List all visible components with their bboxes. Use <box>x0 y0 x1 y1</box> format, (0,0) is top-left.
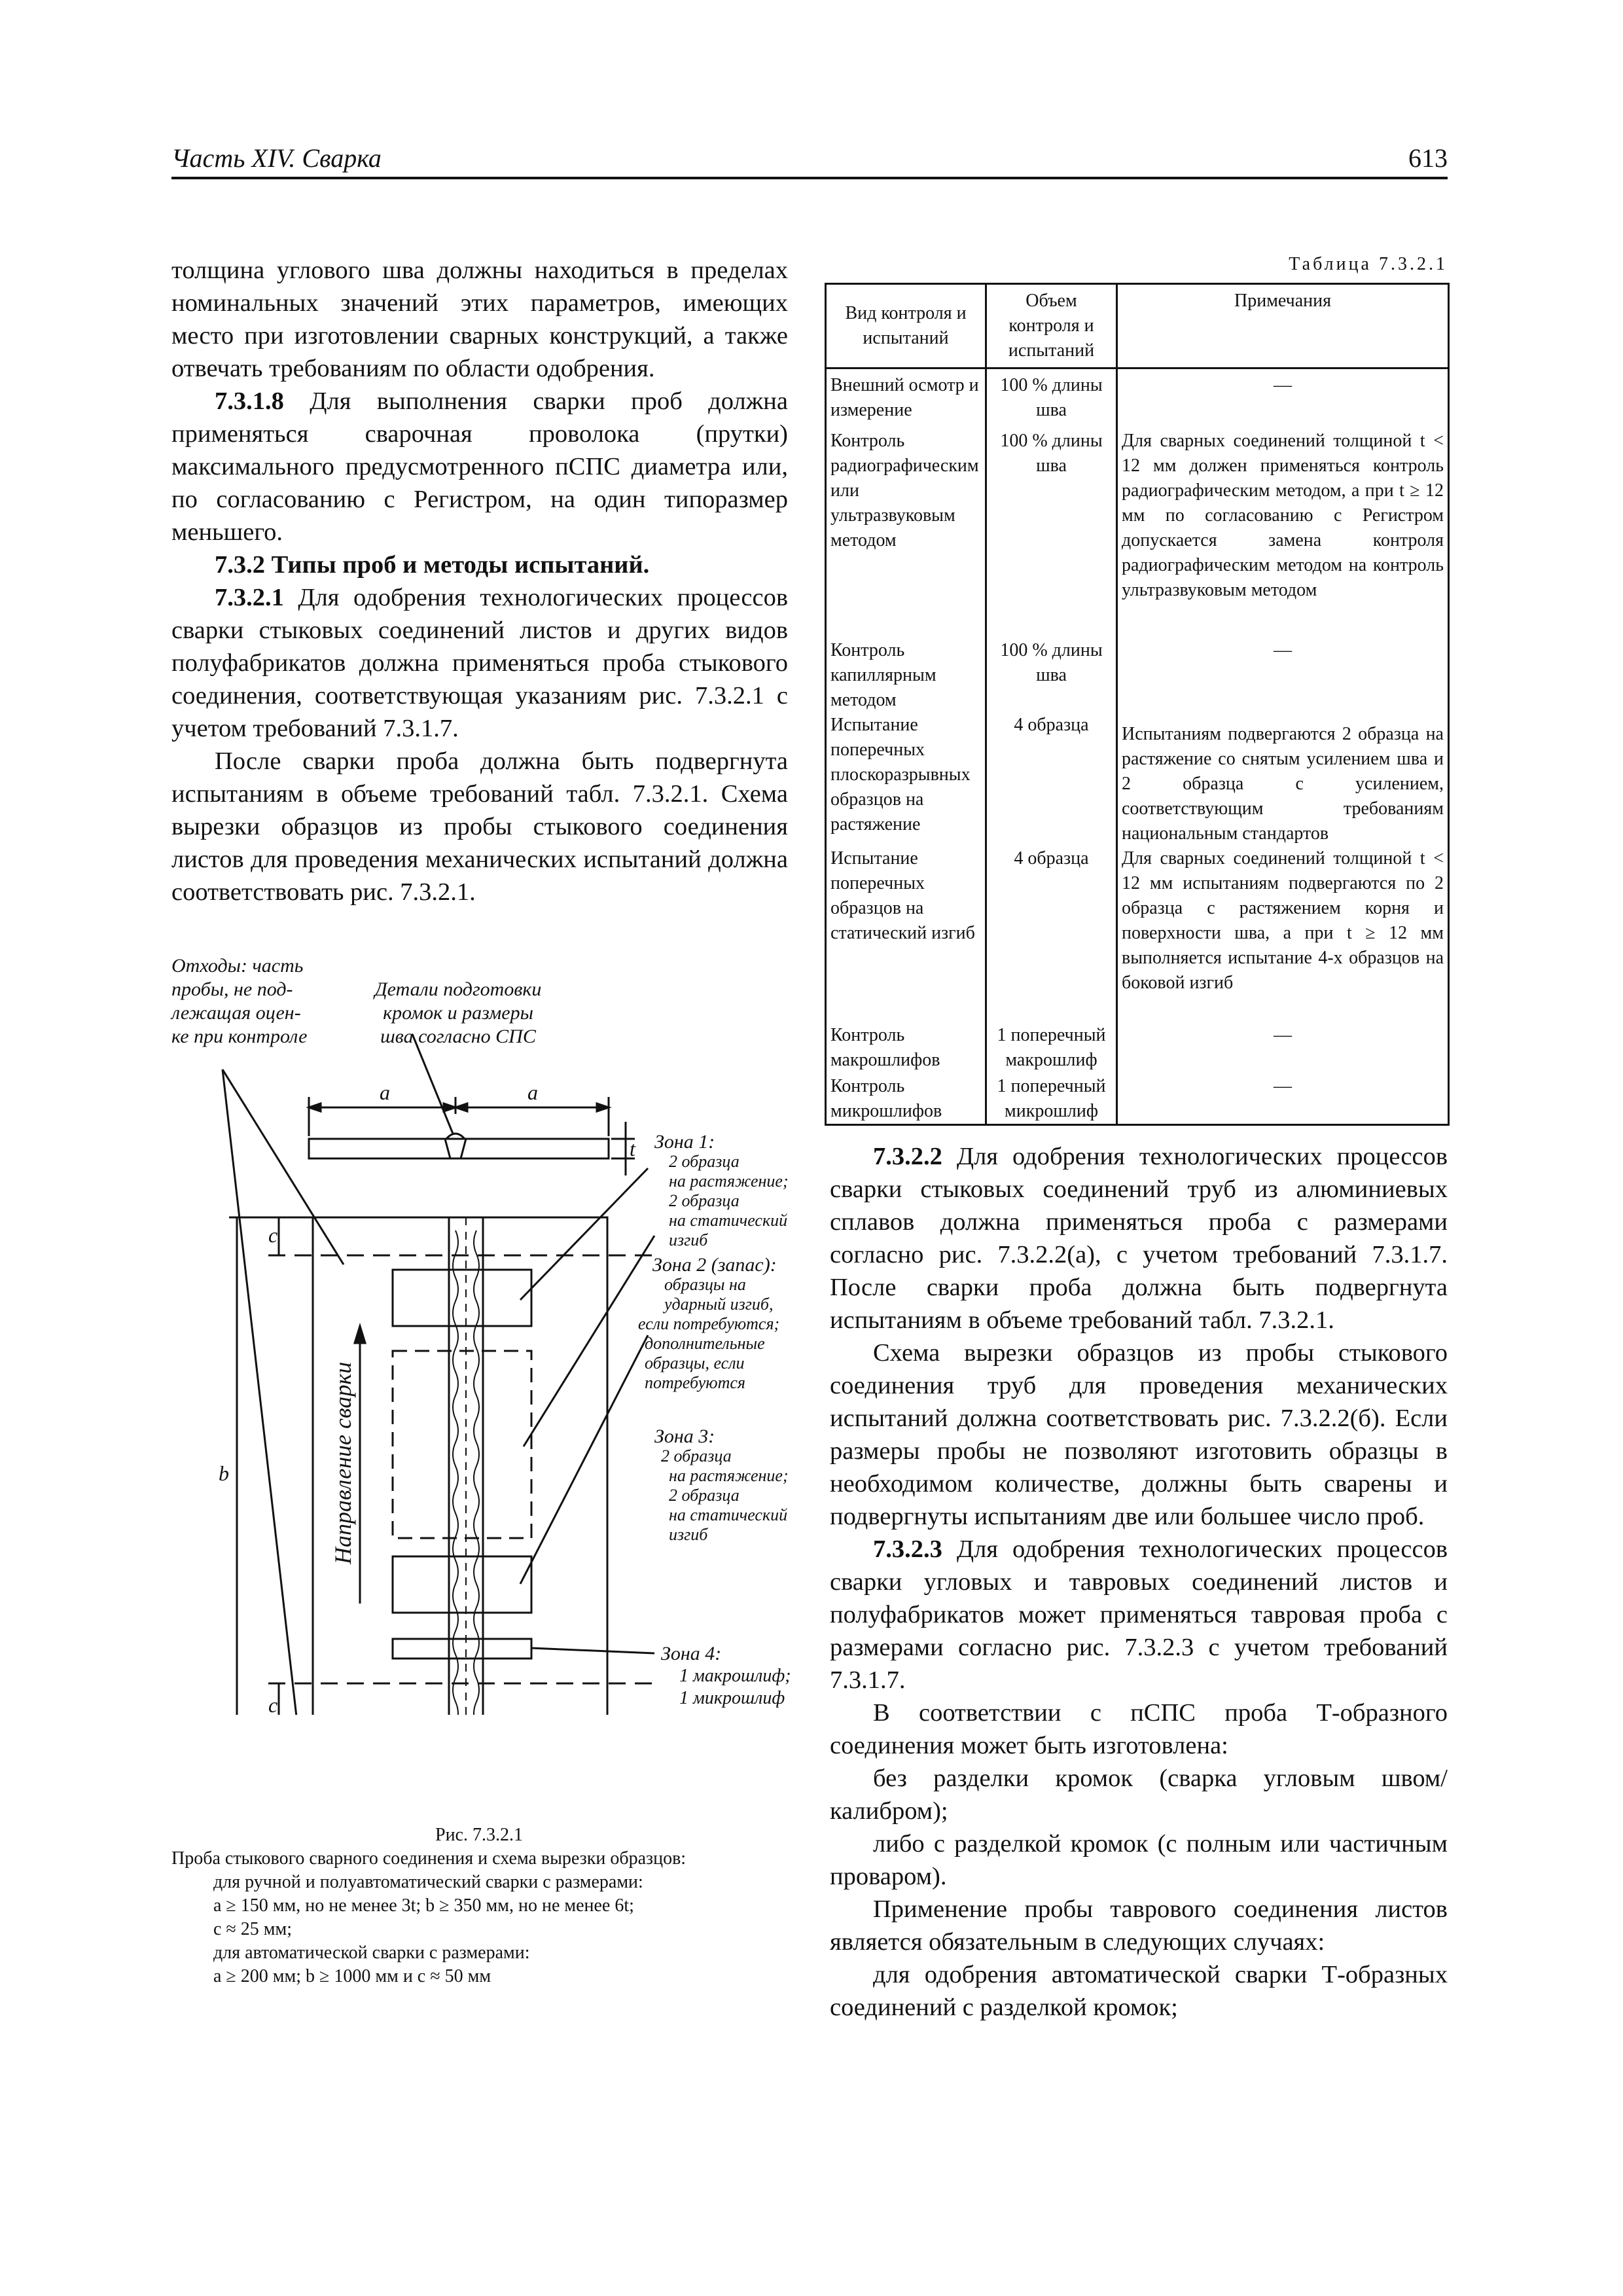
paragraph: Схема вырезки образцов из пробы стыкового соединения труб для проведения механических испытаний должна соответствовать рис. 7.3.2.2(б). Если размеры пробы не позволяют изготовить образцы в необходимом количестве, должны быть сварены и подвергнуты испытаниям две или большее число проб. <box>830 1339 1448 1530</box>
weld-bead-section <box>445 1139 466 1158</box>
table-cell: Испытаниям подвергаются 2 образца на растяжение со снятым усилением шва и 2 образца с усилением, соответствующим требованиям национальным стандартов <box>1117 713 1449 846</box>
paragraph: После сварки проба должна быть подвергнута испытаниям в объеме требований табл. 7.3.2.1. Схема вырезки образцов из пробы стыкового соединения листов для проведения механических испытаний должна соответствовать рис. 7.3.2.1. <box>171 747 788 906</box>
paragraph: В соответствии с пСПС проба Т-образного соединения может быть изготовлена: <box>830 1699 1448 1759</box>
butt-joint-sample-diagram <box>164 942 661 1715</box>
zone2-reserve <box>393 1351 531 1538</box>
label-line: шва согласно СПС <box>380 1026 536 1047</box>
label-line: кромок и размеры <box>383 1002 533 1024</box>
leader-line <box>520 1168 648 1300</box>
table-cell: 4 образца <box>986 846 1117 1023</box>
inspection-table <box>825 283 1450 1126</box>
label-line: 2 образца <box>669 1152 740 1171</box>
label-line: 1 микрошлиф <box>679 1688 785 1708</box>
table-cell: Для сварных соединений толщиной t < 12 мм должен применяться контроль радиографическим методом, а при t ≥ 12 мм по согласованию с Регистром допускается замена контроля радиографическим методом на контроль ультразвуковым методом <box>1117 429 1449 638</box>
clause-number: 7.3.2.1 <box>215 584 284 611</box>
clause-number: 7.3.1.8 <box>215 387 284 415</box>
label-line: изгиб <box>669 1230 708 1249</box>
label-line: изгиб <box>669 1525 708 1544</box>
label-line: Отходы: часть <box>171 955 304 977</box>
dash: — <box>1274 1024 1292 1045</box>
table-cell: 100 % длины шва <box>986 368 1117 429</box>
paragraph-text: Для выполнения сварки проб должна применяться сварочная проволока (прутки) максимального предусмотренного пСПС диаметра или, по согласованию с Регистром, на один типоразмер меньшего. <box>171 387 788 546</box>
zone4-label <box>661 1643 791 1710</box>
paragraph-7-3-1-8 <box>171 385 788 548</box>
running-header-title: Часть XIV. Сварка <box>171 143 382 173</box>
table-cell: 100 % длины шва <box>986 638 1117 713</box>
label-line: 2 образца <box>661 1446 732 1465</box>
leader-line <box>531 1648 654 1653</box>
section-heading-text: 7.3.2 Типы проб и методы испытаний. <box>215 551 650 579</box>
table-cell: Контроль капиллярным методом <box>826 638 986 713</box>
caption-line: a ≥ 150 мм, но не менее 3t; b ≥ 350 мм, но не менее 6t; <box>213 1895 634 1916</box>
label-line: Детали подготовки <box>374 978 542 1000</box>
dim-label-a: a <box>527 1081 538 1104</box>
table-cell <box>1117 368 1449 429</box>
dash: — <box>1274 1075 1292 1096</box>
clause-number: 7.3.2.2 <box>873 1143 942 1170</box>
label-line: потребуются <box>645 1373 745 1392</box>
paragraph: для одобрения автоматической сварки Т-образных соединений с разделкой кромок; <box>830 1961 1448 2021</box>
paragraph: Применение пробы таврового соединения листов является обязательным в следующих случаях: <box>830 1895 1448 1956</box>
table-cell: 4 образца <box>986 713 1117 846</box>
clause-number: 7.3.2.3 <box>873 1535 942 1563</box>
table-cell <box>1117 638 1449 713</box>
label-line: ке при контроле <box>171 1026 308 1047</box>
label-line: ударный изгиб, <box>664 1295 774 1314</box>
zone3-label <box>654 1427 789 1545</box>
label-line: 2 образца <box>669 1486 740 1505</box>
dim-label-a: a <box>380 1081 390 1104</box>
paragraph: толщина углового шва должны находиться в пределах номинальных значений этих параметров, имеющих место при изготовлении сварных конструкций, а также отвечать требованиям по области одобрения. <box>171 257 788 382</box>
paragraph-7-3-2-3 <box>830 1533 1448 1696</box>
paragraph: либо с разделкой кромок (с полным или частичным проваром). <box>830 1830 1448 1890</box>
table-row <box>826 713 1449 846</box>
table-cell <box>1117 1023 1449 1074</box>
label-line: если потребуются; <box>638 1314 780 1333</box>
dash: — <box>1274 639 1292 660</box>
label-line: образцы, если <box>645 1354 745 1372</box>
table-header-row <box>826 284 1449 368</box>
table-header: Примечания <box>1117 284 1449 368</box>
paragraph: без разделки кромок (сварка угловым швом/калибром); <box>830 1765 1448 1825</box>
section-heading <box>171 548 788 581</box>
dim-label-b: b <box>219 1462 229 1485</box>
table-row <box>826 429 1449 638</box>
table-cell <box>1117 1074 1449 1125</box>
label-line: Зона 4: <box>661 1643 722 1664</box>
label-line: Зона 2 (запас): <box>652 1254 777 1276</box>
leader-line <box>223 1069 298 1715</box>
figure-number: Рис. 7.3.2.1 <box>435 1825 523 1845</box>
label-line: на статический <box>669 1211 788 1230</box>
table-header: Объем контроля и испытаний <box>986 284 1117 368</box>
paragraph-7-3-2-2 <box>830 1140 1448 1336</box>
header-rule <box>171 177 1448 179</box>
plate-cross-section <box>309 1139 609 1158</box>
paragraph-text: Для одобрения технологических процессов сварки угловых и тавровых соединений листов и полуфабрикатов может применяться тавровая проба с размерами согласно рис. 7.3.2.3 с учетом требований 7.3.1.7. <box>830 1535 1448 1694</box>
table-cell: Испытание поперечных плоскоразрывных образцов на растяжение <box>826 713 986 846</box>
figure-caption <box>171 1823 787 1988</box>
paragraph-7-3-2-1 <box>171 581 788 745</box>
label-line: Зона 1: <box>654 1131 715 1153</box>
leader-line <box>524 1236 654 1446</box>
leader-line <box>412 1034 453 1134</box>
paragraph-text: Для одобрения технологических процессов сварки стыковых соединений труб из алюминиевых сплавов должна применяться проба с размерами согласно рис. 7.3.2.2(а), с учетом требований 7.3.1.7. После сварки проба должна быть подвергнута испытаниям в объеме требований табл. 7.3.2.1. <box>830 1143 1448 1334</box>
table-cell: 1 поперечный макрошлиф <box>986 1023 1117 1074</box>
label-line: 2 образца <box>669 1191 740 1210</box>
table-row <box>826 1023 1449 1074</box>
label-line: на статический <box>669 1505 788 1524</box>
table-header: Вид контроля и испытаний <box>826 284 986 368</box>
sample-plate <box>313 1217 607 1715</box>
label-line: пробы, не под- <box>171 978 293 1000</box>
zone4-macro-specimen <box>393 1639 531 1659</box>
arrowhead <box>355 1326 365 1343</box>
caption-line: Проба стыкового сварного соединения и схема вырезки образцов: <box>171 1848 687 1869</box>
caption-line: для автоматической сварки с размерами: <box>213 1943 530 1963</box>
dim-label-c: c <box>268 1223 278 1247</box>
table-cell: Испытание поперечных образцов на статический изгиб <box>826 846 986 1023</box>
dim-label-c: c <box>268 1693 278 1715</box>
label-line: на растяжение; <box>669 1172 789 1191</box>
table-cell: Контроль радиографическим или ультразвуковым методом <box>826 429 986 638</box>
caption-line: c ≈ 25 мм; <box>213 1919 293 1939</box>
right-column <box>830 1140 1448 2024</box>
label-line: образцы на <box>664 1275 746 1294</box>
label-line: лежащая оцен- <box>171 1002 301 1024</box>
label-line: 1 макрошлиф; <box>679 1666 791 1686</box>
table-cell: 100 % длины шва <box>986 429 1117 638</box>
label-line: на растяжение; <box>669 1466 789 1485</box>
paragraph-text: Для одобрения технологических процессов сварки стыковых соединений листов и других видов полуфабрикатов должна применяться проба стыкового соединения, соответствующая указаниям рис. 7.3.2.1 с учетом требований 7.3.1.7. <box>171 584 788 742</box>
zone3-specimen <box>393 1556 531 1613</box>
table-row <box>826 368 1449 429</box>
leader-line <box>520 1335 648 1584</box>
caption-line: a ≥ 200 мм; b ≥ 1000 мм и c ≈ 50 мм <box>213 1966 491 1986</box>
table-caption: Таблица 7.3.2.1 <box>1289 254 1448 274</box>
welding-direction-label: Направление сварки <box>330 1361 356 1564</box>
label-line: Зона 3: <box>654 1426 715 1447</box>
table-row <box>826 1074 1449 1125</box>
dash: — <box>1274 375 1292 395</box>
zone1-label <box>654 1132 789 1250</box>
table-cell: 1 поперечный микрошлиф <box>986 1074 1117 1125</box>
table-row <box>826 846 1449 1023</box>
table-cell: Внешний осмотр и измерение <box>826 368 986 429</box>
left-column <box>171 254 788 908</box>
caption-line: для ручной и полуавтоматический сварки с размерами: <box>213 1872 643 1892</box>
table-row <box>826 638 1449 713</box>
table-cell: Контроль микрошлифов <box>826 1074 986 1125</box>
table-cell: Для сварных соединений толщиной t < 12 мм испытаниям подвергаются по 2 образца с растяжением корня и поверхности шва, а при t ≥ 12 мм выполняется испытание 4-х образцов на боковой изгиб <box>1117 846 1449 1023</box>
page-number: 613 <box>1408 143 1448 173</box>
label-line: дополнительные <box>645 1334 765 1353</box>
table-cell: Контроль макрошлифов <box>826 1023 986 1074</box>
dim-label-t: t <box>630 1137 635 1160</box>
zone1-specimen <box>393 1270 531 1326</box>
